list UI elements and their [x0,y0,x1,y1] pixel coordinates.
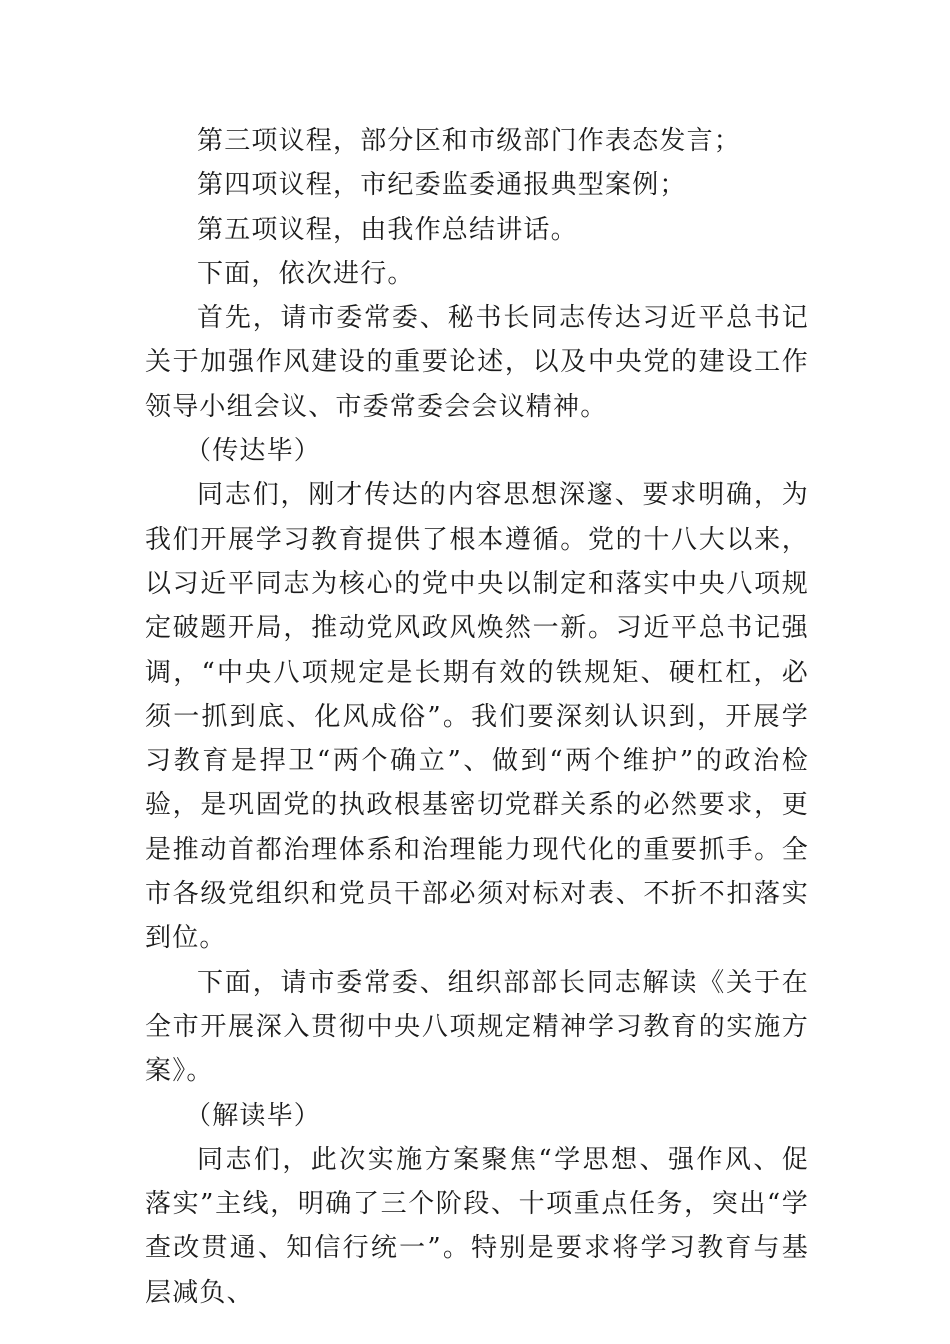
note-interpret-done: （解读毕） [185,1100,322,1131]
paragraph-comrades-2: 同志们，此次实施方案聚焦“学思想、强作风、促落实”主线，明确了三个阶段、十项重点任务，突出“学查改贯通、知信行统一”。特别是要求将学习教育与基层减负、 [145,1144,809,1308]
paragraph-agenda-4: 第四项议程，市纪委监委通报典型案例； [197,170,687,201]
note-convey-done: （传达毕） [185,436,322,467]
paragraph-proceed: 下面，依次进行。 [197,258,415,289]
document-body [145,119,809,1315]
paragraph-interpretation: 下面，请市委常委、组织部部长同志解读《关于在全市开展深入贯彻中央八项规定精神学习教育的实施方案》。 [145,967,809,1087]
paragraph-agenda-5: 第五项议程，由我作总结讲话。 [197,214,578,245]
paragraph-first-item: 首先，请市委常委、秘书长同志传达习近平总书记关于加强作风建设的重要论述，以及中央党的建设工作领导小组会议、市委常委会会议精神。 [145,303,809,422]
paragraph-comrades-1: 同志们，刚才传达的内容思想深邃、要求明确，为我们开展学习教育提供了根本遵循。党的十八大以来，以习近平同志为核心的党中央以制定和落实中央八项规定破题开局，推动党风政风焕然一新。习近平总书记强调，“中央八项规定是长期有效的铁规矩、硬杠杠，必须一抓到底、化风成俗”。我们要深刻认识到，开展学习教育是捍卫“两个确立”、做到“两个维护”的政治检验，是巩固党的执政根基密切党群关系的必然要求，更是推动首都治理体系和治理能力现代化的重要抓手。全市各级党组织和党员干部必须对标对表、不折不扣落实到位。 [145,480,809,954]
paragraph-agenda-3: 第三项议程，部分区和市级部门作表态发言； [197,126,742,156]
